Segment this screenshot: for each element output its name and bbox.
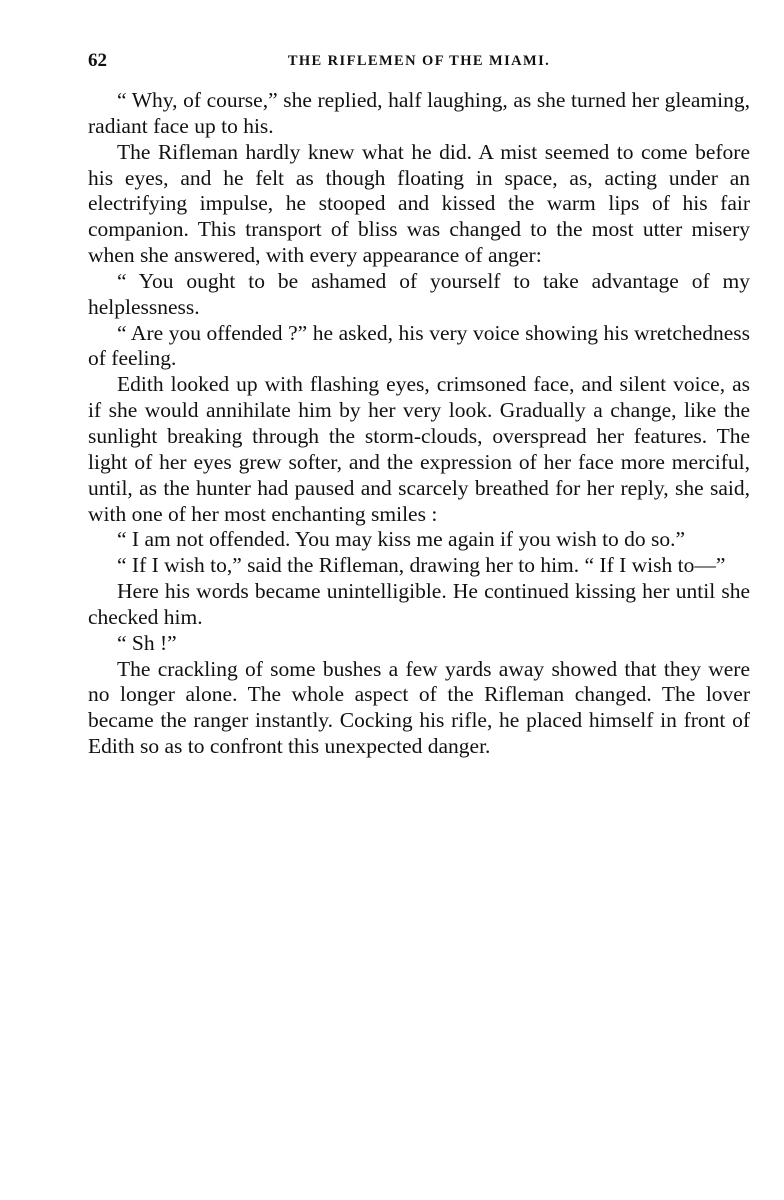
- paragraph: “ Are you offended ?” he asked, his very voice showing his wretchedness of feeling.: [88, 320, 750, 371]
- paragraph: “ Sh !”: [117, 630, 177, 655]
- paragraph: The Rifleman hardly knew what he did. A mist seemed to come before his eyes, and he felt as though floating in space, as, acting under an electrifying impulse, he stooped and kissed the warm lips of his fair companion. This transport of bliss was changed to the most utter misery when she answered, with every appearance of anger:: [88, 139, 750, 268]
- paragraph: Edith looked up with flashing eyes, crimsoned face, and silent voice, as if she would annihilate him by her very look. Gradually a change, like the sunlight breaking through the storm-clouds, overspread her features. The light of her eyes grew softer, and the expression of her face more merciful, until, as the hunter had paused and scarcely breathed for her reply, she said, with one of her most enchanting smiles :: [88, 372, 750, 526]
- paragraph: “ I am not offended. You may kiss me again if you wish to do so.”: [117, 527, 686, 552]
- page-number: 62: [88, 50, 107, 71]
- paragraph: “ You ought to be ashamed of yourself to take advantage of my helplessness.: [88, 268, 750, 319]
- book-page: [88, 48, 750, 760]
- paragraph: “ Why, of course,” she replied, half laughing, as she turned her gleaming, radiant face up to his.: [88, 88, 750, 138]
- page-header: [88, 48, 750, 74]
- running-title: THE RIFLEMEN OF THE MIAMI.: [287, 53, 551, 69]
- paragraph: “ If I wish to,” said the Rifleman, drawing her to him. “ If I wish to—”: [117, 553, 726, 578]
- body-text: [88, 88, 750, 760]
- paragraph: Here his words became unintelligible. He continued kissing her until she checked him.: [88, 579, 750, 629]
- paragraph: The crackling of some bushes a few yards away showed that they were no longer alone. The whole aspect of the Rifleman changed. The lover became the ranger instantly. Cocking his rifle, he placed himself in front of Edith so as to confront this unexpected danger.: [88, 656, 750, 759]
